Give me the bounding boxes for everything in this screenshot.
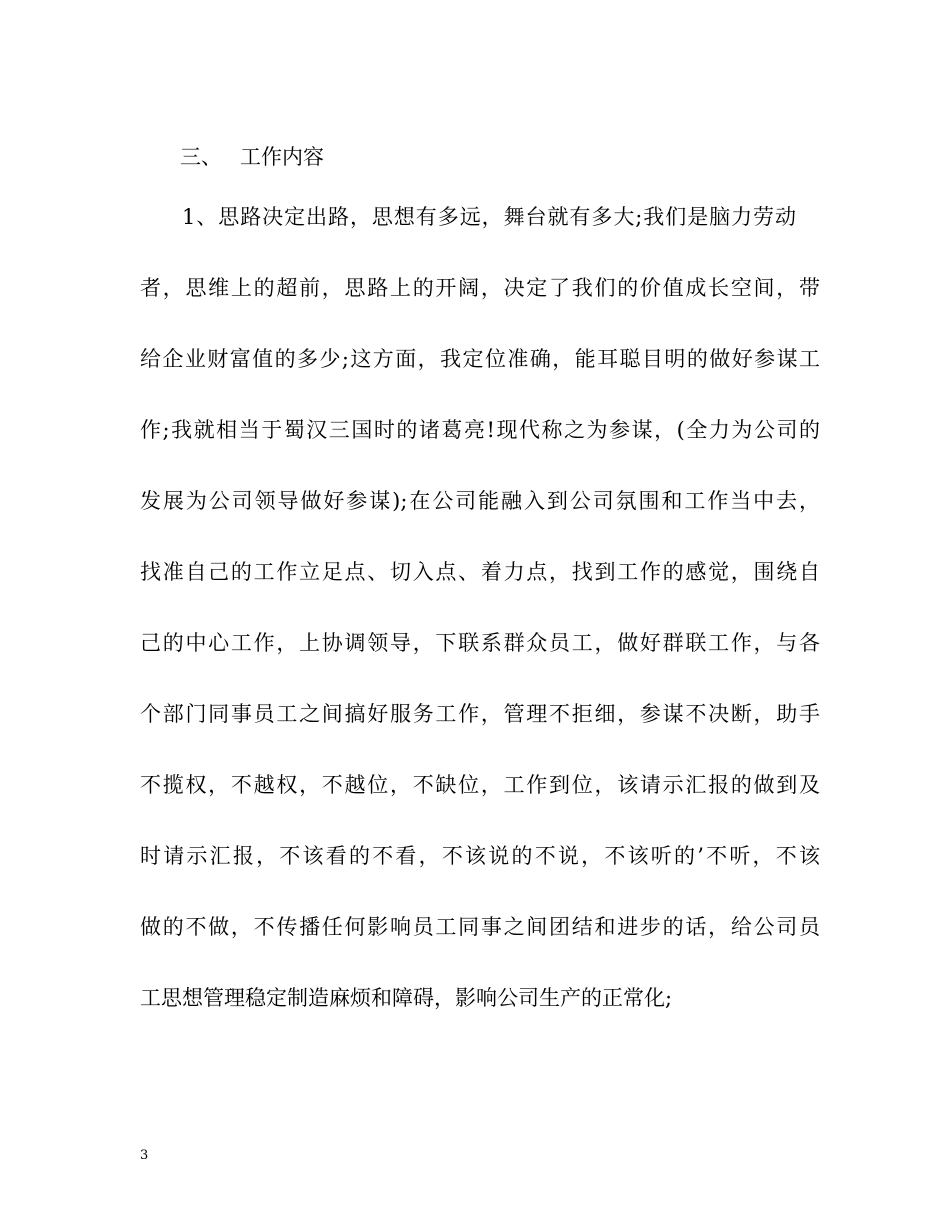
page-number: 3: [140, 1148, 149, 1163]
paragraph-line: 工思想管理稳定制造麻烦和障碍，影响公司生产的正常化;: [140, 986, 673, 1010]
paragraph-line: 个部门同事员工之间搞好服务工作，管理不拒细，参谋不决断，助手: [140, 702, 820, 726]
paragraph-line: 不揽权，不越权，不越位，不缺位，工作到位，该请示汇报的做到及: [140, 773, 820, 797]
paragraph-line: 者，思维上的超前，思路上的开阔，决定了我们的价值成长空间，带: [140, 276, 820, 300]
section-title: 工作内容: [240, 145, 324, 169]
paragraph-line: 作;我就相当于蜀汉三国时的诸葛亮!现代称之为参谋，(全力为公司的: [140, 418, 820, 442]
paragraph-line: 时请示汇报，不该看的不看，不该说的不说，不该听的’不听，不该: [140, 844, 820, 868]
section-heading: [180, 142, 324, 172]
paragraph-line: 己的中心工作，上协调领导，下联系群众员工，做好群联工作，与各: [140, 631, 820, 655]
paragraph-line: 找准自己的工作立足点、切入点、着力点，找到工作的感觉，围绕自: [140, 560, 820, 584]
section-number: 三、: [180, 145, 222, 169]
paragraph-line: 做的不做，不传播任何影响员工同事之间团结和进步的话，给公司员: [140, 915, 820, 939]
paragraph-line: 1、思路决定出路，思想有多远，舞台就有多大;我们是脑力劳动: [182, 205, 796, 229]
paragraph-line: 给企业财富值的多少;这方面，我定位准确，能耳聪目明的做好参谋工: [140, 347, 820, 371]
paragraph-line: 发展为公司领导做好参谋);在公司能融入到公司氛围和工作当中去，: [140, 489, 820, 513]
